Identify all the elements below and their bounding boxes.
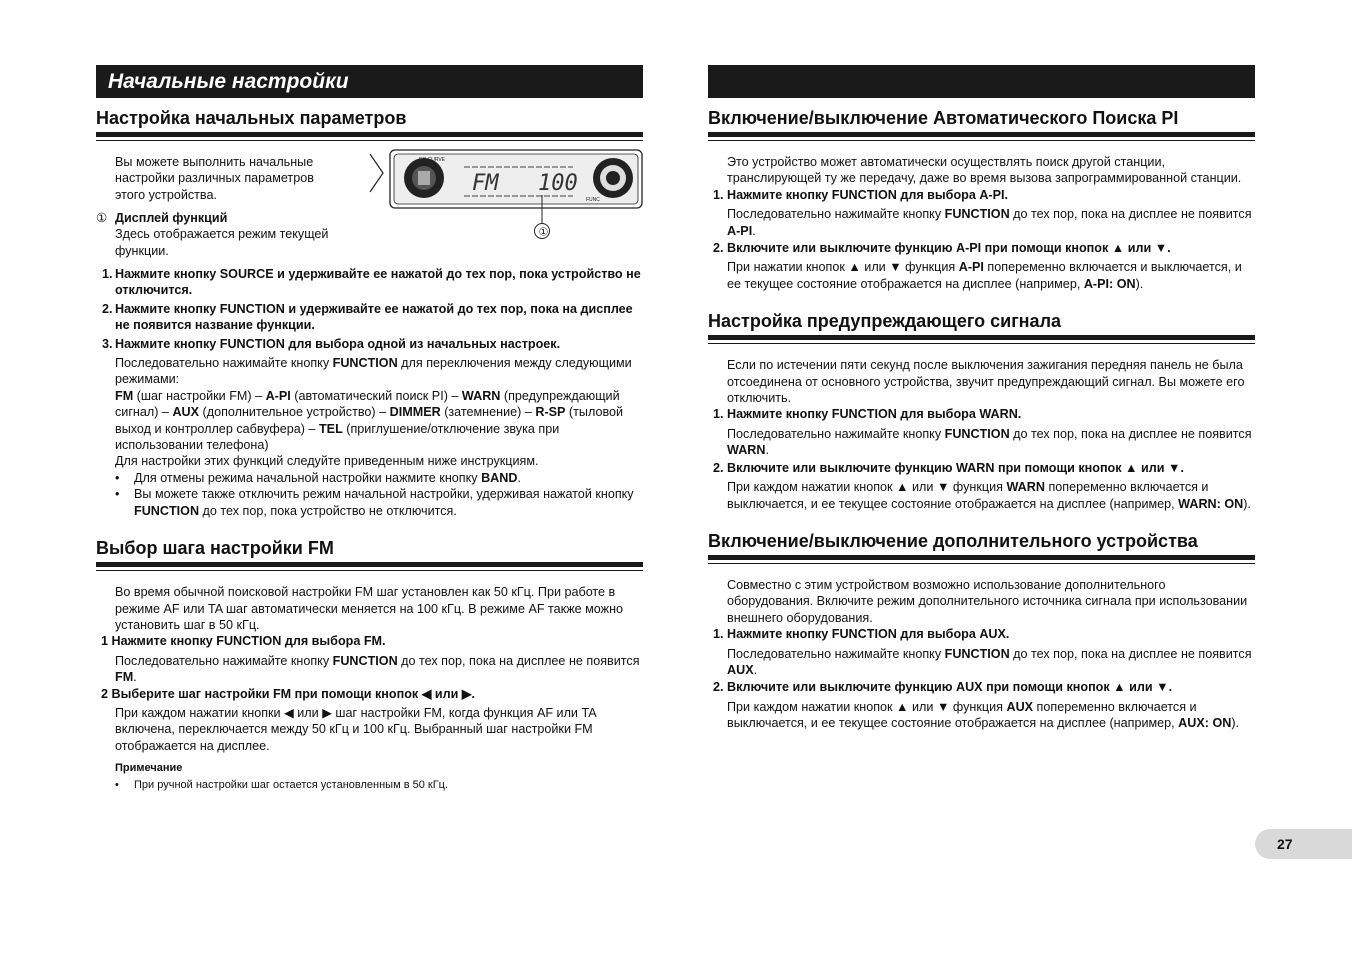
left-column	[96, 65, 643, 793]
fm-step-1-text: Последовательно нажимайте кнопку FUNCTION до тех пор, пока на дисплее не появится FM.	[115, 653, 640, 685]
callout-marker: ①	[96, 211, 108, 225]
bullet-function: • Вы можете также отключить режим начальной настройки, удерживая нажатой кнопку FUNCTION до тех пор, пока устройство не отключится.	[115, 487, 634, 518]
step-2: 2. Нажмите кнопку FUNCTION и удерживайте ее нажатой до тех пор, пока на дисплее не появится название функции.	[102, 301, 633, 333]
section-initial-settings	[96, 108, 643, 519]
section-api	[708, 108, 1255, 292]
step-3: 3. Нажмите кнопку FUNCTION для выбора одной из начальных настроек.	[102, 336, 561, 351]
display-fm-text: FM	[472, 171, 499, 196]
display-freq-text: 100	[538, 171, 578, 196]
section-banner: Начальные настройки	[96, 65, 643, 98]
display-figure	[368, 149, 644, 244]
api-step-1-text: Последовательно нажимайте кнопку FUNCTION до тех пор, пока на дисплее не появится A-PI.	[727, 207, 1252, 238]
fm-intro: Во время обычной поисковой настройки FM шаг установлен как 50 кГц. При работе в режиме AF или TA шаг автоматически меняется на 100 кГц. В режиме AF также можно установить шаг в 50 кГц.	[115, 585, 624, 632]
step-3-text: Последовательно нажимайте кнопку FUNCTION для переключения между следующими режимами:	[115, 356, 632, 387]
right-column	[708, 65, 1255, 732]
callout-text: Здесь отображается режим текущей функции.	[115, 227, 329, 258]
step-1: 1. Нажмите кнопку SOURCE и удерживайте ее нажатой до тех пор, пока устройство не отключится.	[102, 267, 641, 298]
aux-step-1-text: Последовательно нажимайте кнопку FUNCTION до тех пор, пока на дисплее не появится AUX.	[727, 646, 1252, 677]
heading-aux: Включение/выключение дополнительного устройства	[708, 531, 1255, 560]
page-number: 27	[1255, 829, 1352, 859]
eq-curve-label: EQ CURVE	[419, 157, 446, 163]
section-warn	[708, 311, 1255, 512]
section-banner-empty	[708, 65, 1255, 98]
aux-step-2: 2. Включите или выключите функцию AUX при помощи кнопок ▲ или ▼.	[713, 680, 1173, 695]
modes-list: FM (шаг настройки FM) – A-PI (автоматический поиск PI) – WARN (предупреждающий сигнал) – AUX (дополнительное устройство) – DIMMER (затемнение) – R-SP (тыловой выход и контроллер сабвуфера) – TEL (приглушение/отключение звука при использовании телефона)	[115, 388, 624, 453]
instructions-note: Для настройки этих функций следуйте приведенным ниже инструкциям.	[115, 454, 539, 469]
warn-step-1: 1. Нажмите кнопку FUNCTION для выбора WARN.	[713, 407, 1022, 422]
api-step-2-text: При нажатии кнопок ▲ или ▼ функция A-PI попеременно включается и выключается, и ее текущее состояние отображается на дисплее (например, A-PI: ON).	[727, 260, 1242, 291]
bullet-band: • Для отмены режима начальной настройки нажмите кнопку BAND.	[115, 470, 521, 485]
note-title: Примечание	[115, 762, 183, 775]
fm-step-2: 2 Выберите шаг настройки FM при помощи кнопок ◀ или ▶.	[101, 686, 476, 701]
fm-step-1: 1 Нажмите кнопку FUNCTION для выбора FM.	[101, 634, 386, 649]
intro-block	[96, 154, 643, 258]
heading-api: Включение/выключение Автоматического Поиска PI	[708, 108, 1255, 137]
api-step-2: 2. Включите или выключите функцию A-PI при помощи кнопок ▲ или ▼.	[713, 241, 1171, 256]
fm-step-2-text: При каждом нажатии кнопки ◀ или ▶ шаг настройки FM, когда функция AF или TA включена, переключается между 50 кГц и 100 кГц. Выбранный шаг настройки FM отображается на дисплее.	[115, 705, 596, 753]
callout-title: Дисплей функций	[115, 211, 228, 225]
intro-text: Вы можете выполнить начальные настройки различных параметров этого устройства.	[115, 155, 314, 202]
func-label: FUNC	[586, 197, 600, 203]
api-intro: Это устройство может автоматически осуществлять поиск другой станции, транслирующей ту же передачу, даже во время вызова запрограммированной станции.	[727, 155, 1242, 186]
aux-step-2-text: При каждом нажатии кнопок ▲ или ▼ функция AUX попеременно включается и выключается, и ее текущее состояние отображается на дисплее (например, AUX: ON).	[727, 699, 1240, 731]
section-aux	[708, 531, 1255, 732]
note-item: • При ручной настройки шаг остается установленным в 50 кГц.	[115, 778, 449, 791]
heading-warn: Настройка предупреждающего сигнала	[708, 311, 1255, 340]
api-step-1: 1. Нажмите кнопку FUNCTION для выбора A-PI.	[713, 187, 1009, 202]
heading-initial-settings: Настройка начальных параметров	[96, 108, 643, 137]
callout	[96, 210, 346, 259]
heading-fm-step: Выбор шага настройки FM	[96, 538, 643, 567]
warn-step-1-text: Последовательно нажимайте кнопку FUNCTION до тех пор, пока на дисплее не появится WARN.	[727, 426, 1252, 458]
warn-step-2-text: При каждом нажатии кнопок ▲ или ▼ функция WARN попеременно включается и выключается, и ее текущее состояние отображается на дисплее (например, WARN: ON).	[727, 480, 1251, 511]
warn-step-2: 2. Включите или выключите функцию WARN при помощи кнопок ▲ или ▼.	[713, 460, 1184, 475]
pointer-arrow-icon	[370, 154, 383, 192]
warn-intro: Если по истечении пяти секунд после выключения зажигания передняя панель не была отсоединена от основного устройства, звучит предупреждающий сигнал. Вы можете его отключить.	[727, 358, 1245, 406]
aux-step-1: 1. Нажмите кнопку FUNCTION для выбора AUX.	[713, 627, 1010, 642]
section-fm-step	[96, 538, 643, 793]
figure-marker: ①	[538, 226, 549, 239]
aux-intro: Совместно с этим устройством возможно использование дополнительного оборудования. Включите режим дополнительного источника сигнала при использовании внешнего оборудования.	[727, 577, 1248, 625]
initial-steps	[96, 266, 643, 519]
